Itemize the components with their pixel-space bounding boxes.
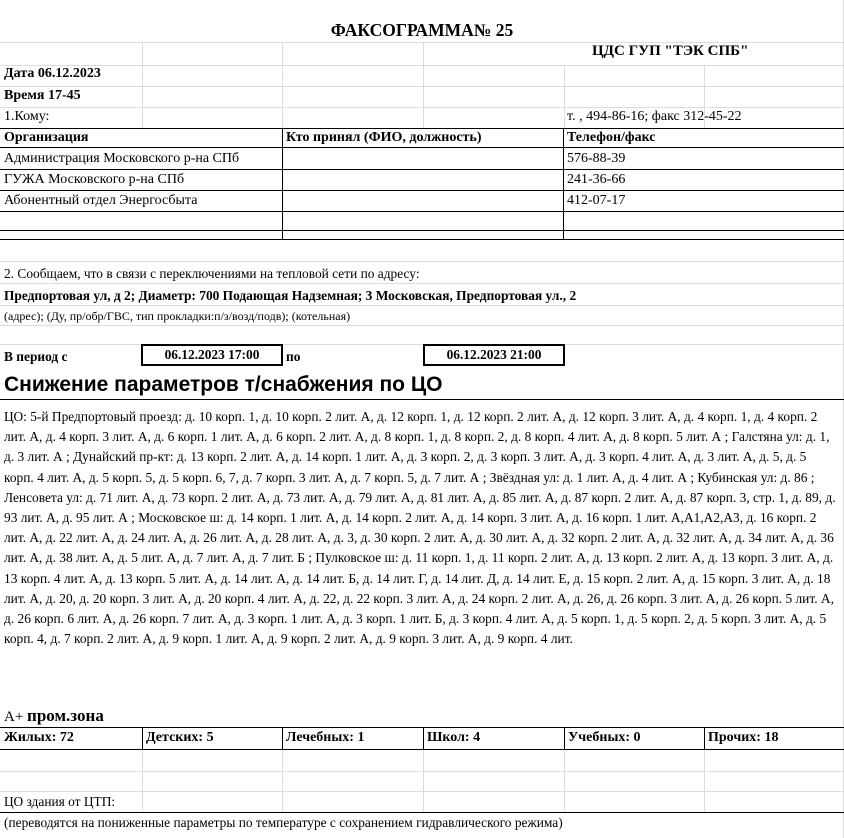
- phone-fax-line: т. , 494-86-16; факс 312-45-22: [567, 109, 742, 124]
- count-children: Детских: 5: [146, 730, 214, 745]
- count-residential: Жилых: 72: [4, 730, 74, 745]
- cell-organization: Абонентный отдел Энергосбыта: [4, 193, 198, 208]
- count-schools: Школ: 4: [427, 730, 481, 745]
- reduction-heading: Снижение параметров т/снабжения по ЦО: [4, 373, 443, 396]
- period-from-box: 06.12.2023 17:00: [141, 344, 283, 366]
- cell-phone: 412-07-17: [567, 193, 626, 208]
- to-label: 1.Кому:: [4, 109, 50, 124]
- period-to-box: 06.12.2023 21:00: [423, 344, 565, 366]
- cell-phone: 576-88-39: [567, 151, 626, 166]
- count-educational: Учебных: 0: [568, 730, 641, 745]
- notice-intro: 2. Сообщаем, что в связи с переключениями на тепловой сети по адресу:: [4, 266, 420, 281]
- reduction-address-list: ЦО: 5-й Предпортовый проезд: д. 10 корп. 1, д. 10 корп. 2 лит. А, д. 12 корп. 1, д. 12 корп. 2 лит. А, д. 12 корп. 3 лит. А, д. 4 корп. 1, д. 4 корп. 2 лит. А, д. 4 корп. 3 лит. А, д. 6 корп. 1 лит. А, д. 6 корп. 2 лит. А, д. 8 корп. 1, д. 8 корп. 2, д. 8 корп. 4 лит. А, д. 8 корп. 5 лит. А ; Галстяна ул: д. 1, д. 3 лит. А ; Дунайский пр-кт: д. 13 корп. 2 лит. А, д. 14 корп. 1 лит. А, д. 3 корп. 2, д. 3 корп. 3 лит. А, д. 3 корп. 4 лит. А, д. 3 лит. А, д. 5, д. 5 корп. 4 лит. А, д. 5 корп. 5, д. 5 корп. 6, 7, д. 7 корп. 3 лит. А, д. 7 корп. 5, д. 7 лит. А ; Звёздная ул: д. 1 лит. А, д. 4 лит. А ; Кубинская ул: д. 86 ; Ленсовета ул: д. 71 лит. А, д. 73 корп. 2 лит. А, д. 73 лит. А, д. 79 лит. А, д. 81 лит. А, д. 85 лит. А, д. 87 корп. 2 лит. А, д. 87 корп. 3, стр. 1, д. 89, д. 93 лит. А, д. 95 лит. А ; Московское ш: д. 14 корп. 1 лит. А, д. 14 корп. 2 лит. А, д. 14 корп. 3 лит. А, д. 16 корп. 1 лит. А,А1,А2,А3, д. 16 корп. 2 лит. А, д. 22 лит. А, д. 24 лит. А, д. 26 лит. А, д. 28 лит. А, д. 3, д. 30 корп. 2 лит. А, д. 30 лит. А, д. 32 корп. 2 лит. А, д. 32 лит. А, д. 34 лит. А, д. 36 лит. А, д. 38 лит. А, д. 5 лит. А, д. 7 лит. А, д. 7 лит. Б ; Пулковское ш: д. 11 корп. 1, д. 11 корп. 2 лит. А, д. 13 корп. 2 лит. А, д. 13 корп. 3 лит. А, д. 13 корп. 4 лит. А, д. 13 корп. 5 лит. А, д. 14 лит. А, д. 14 лит. Б, д. 14 лит. Г, д. 14 лит. Д, д. 14 лит. Е, д. 15 корп. 2 лит. А, д. 15 корп. 3 лит. А, д. 18 лит. А, д. 20, д. 20 корп. 3 лит. А, д. 20 корп. 4 лит. А, д. 22, д. 22 корп. 3 лит. А, д. 24 корп. 2 лит. А, д. 26, д. 26 корп. 3 лит. А, д. 26 корп. 5 лит. А, д. 26 корп. 6 лит. А, д. 26 корп. 7 лит. А, д. 3 корп. 1 лит. А, д. 3 корп. 1 лит. Б, д. 3 корп. 4 лит. А, д. 5 корп. 1, д. 5 корп. 2, д. 5 корп. 3 лит. А, д. 5 корп. 4, д. 7 корп. 2 лит. А, д. 9 корп. 1 лит. А, д. 9 корп. 2 лит. А, д. 9 корп. 3 лит. А, д. 9 корп. 4 лит.: [4, 409, 836, 647]
- sender-organization: ЦДС ГУП "ТЭК СПБ": [592, 43, 749, 59]
- cell-organization: Администрация Московского р-на СПб: [4, 151, 240, 166]
- industrial-zone-label: пром.зона: [27, 706, 104, 725]
- ctp-label: ЦО здания от ЦТП:: [4, 794, 116, 809]
- notice-address: Предпортовая ул, д 2; Диаметр: 700 Подающая Надземная; 3 Московская, Предпортовая ул., 2: [4, 288, 577, 303]
- cell-phone: 241-36-66: [567, 172, 626, 187]
- count-other: Прочих: 18: [708, 730, 779, 745]
- cell-organization: ГУЖА Московского р-на СПб: [4, 172, 185, 187]
- reduction-tail-prefix: А+: [4, 709, 24, 725]
- footer-note: (переводятся на пониженные параметры по температуре с сохранением гидравлического режима): [4, 815, 563, 830]
- period-to-label: по: [286, 349, 301, 364]
- notice-hint: (адрес); (Ду, пр/обр/ГВС, тип прокладки:п/з/возд/подв); (котельная): [4, 309, 351, 323]
- reduction-tail: [4, 706, 104, 726]
- column-header-organization: Организация: [4, 130, 89, 145]
- column-header-phone: Телефон/факс: [567, 130, 656, 145]
- column-header-accepted-by: Кто принял (ФИО, должность): [286, 130, 482, 145]
- time-field: Время 17-45: [4, 88, 81, 103]
- fax-title: ФАКСОГРАММА№ 25: [330, 20, 514, 40]
- period-label: В период с: [4, 349, 68, 364]
- date-field: Дата 06.12.2023: [4, 66, 101, 81]
- count-medical: Лечебных: 1: [286, 730, 365, 745]
